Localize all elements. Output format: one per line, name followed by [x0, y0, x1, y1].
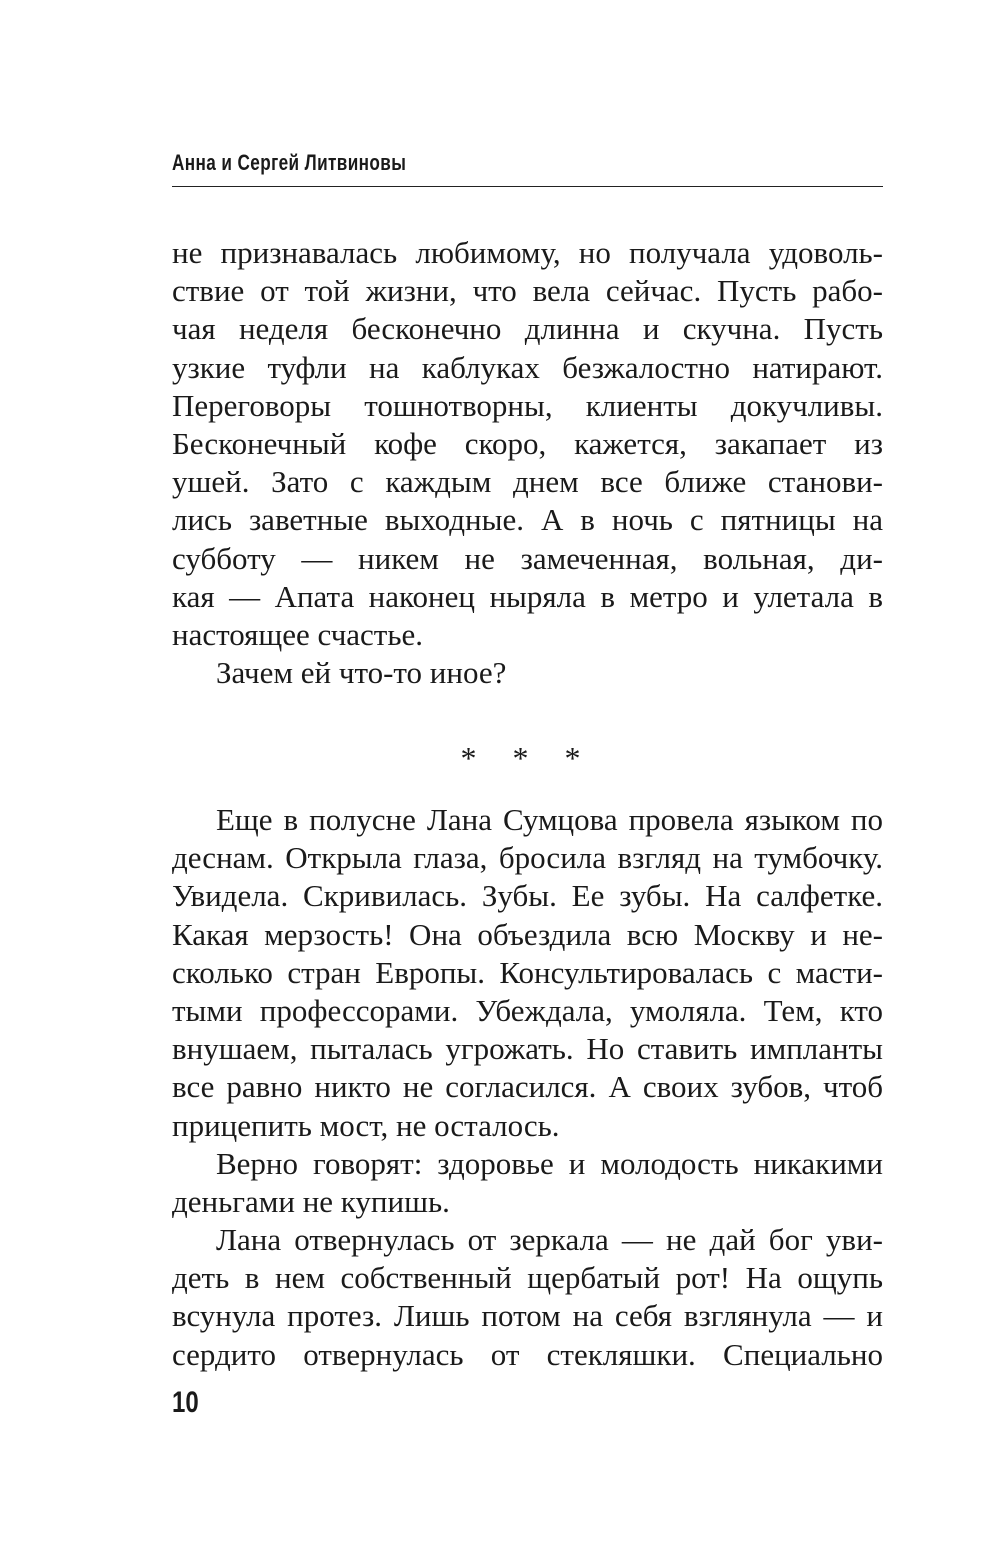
- page-number: 10: [172, 1386, 199, 1419]
- text-line: Какая мерзость! Она объездила всю Москву и не-: [172, 916, 883, 952]
- text-line: чая неделя бесконечно длинна и скучна. Пусть: [172, 311, 883, 347]
- text-line: деснам. Открыла глаза, бросила взгляд на тумбочку.: [172, 840, 883, 876]
- text-line: ствие от той жизни, что вела сейчас. Пусть рабо-: [172, 273, 883, 309]
- text-line: прицепить мост, не осталось.: [172, 1107, 560, 1143]
- text-line: Верно говорят: здоровье и молодость никакими: [216, 1145, 883, 1181]
- text-line: Зачем ей что-то иное?: [216, 655, 507, 691]
- text-line: Еще в полусне Лана Сумцова провела языком по: [216, 802, 883, 837]
- header-rule: [172, 186, 883, 187]
- text-line: настоящее счастье.: [172, 616, 423, 652]
- text-line: деньгами не купишь.: [172, 1183, 450, 1219]
- body-text-block-1: [172, 234, 883, 692]
- text-line: Лана отвернулась от зеркала — не дай бог уви-: [216, 1222, 883, 1258]
- text-line: узкие туфли на каблуках безжалостно натирают.: [172, 349, 883, 385]
- running-head-title: Анна и Сергей Литвиновы: [172, 150, 407, 175]
- text-line: всунула протез. Лишь потом на себя взглянула — и: [172, 1298, 883, 1334]
- text-line: Бесконечный кофе скоро, кажется, закапает из: [172, 425, 883, 461]
- text-line: субботу — никем не замеченная, вольная, ди-: [172, 540, 883, 576]
- text-line: кая — Апата наконец ныряла в метро и улетала в: [172, 578, 883, 614]
- body-text-block-2: [172, 801, 883, 1374]
- text-line: сердито отвернулась от стекляшки. Специально: [172, 1336, 883, 1372]
- text-line: все равно никто не согласился. А своих зубов, чтоб: [172, 1069, 883, 1105]
- text-line: деть в нем собственный щербатый рот! На ощупь: [172, 1260, 883, 1296]
- text-line: ушей. Зато с каждым днем все ближе станови-: [172, 464, 883, 500]
- text-line: внушаем, пыталась угрожать. Но ставить импланты: [172, 1031, 883, 1067]
- text-line: не признавалась любимому, но получала удоволь-: [172, 235, 883, 270]
- text-line: лись заветные выходные. А в ночь с пятницы на: [172, 502, 883, 538]
- text-line: Переговоры тошнотворны, клиенты докучливы.: [172, 387, 883, 423]
- section-separator: * * *: [460, 740, 595, 776]
- text-line: Увидела. Скривилась. Зубы. Ее зубы. На салфетке.: [172, 878, 883, 914]
- text-line: сколько стран Европы. Консультировалась с масти-: [172, 954, 883, 990]
- text-line: тыми профессорами. Убеждала, умоляла. Тем, кто: [172, 992, 883, 1028]
